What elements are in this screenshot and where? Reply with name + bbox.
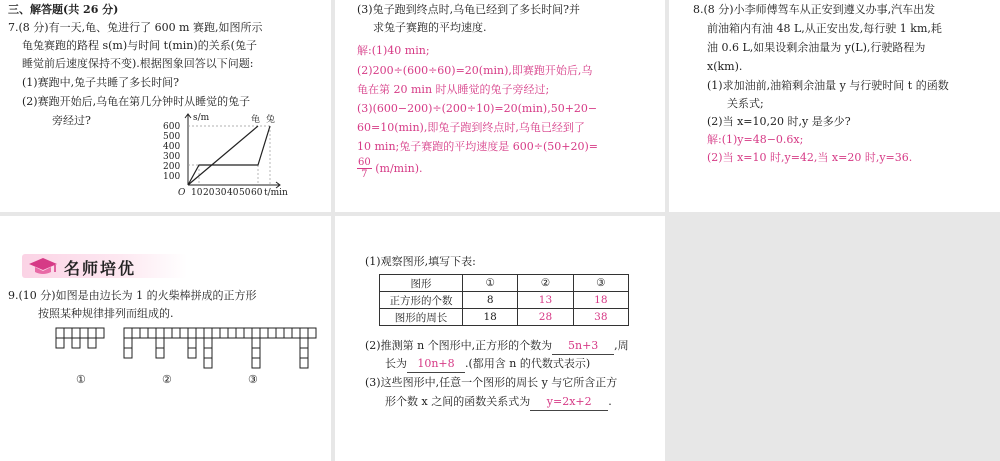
q7-sub2a: (2)赛跑开始后,乌龟在第几分钟时从睡觉的兔子 xyxy=(22,95,251,108)
q8-sub1a: (1)求加油前,油箱剩余油量 y 与行驶时间 t 的函数 xyxy=(707,79,949,92)
panel-q9 xyxy=(0,216,331,461)
q8-line4: x(km). xyxy=(707,60,743,73)
x-axis-label: t/min xyxy=(264,188,288,198)
perimeter-prefix: 长为 xyxy=(385,357,407,370)
q9-sub1: (1)观察图形,填写下表: xyxy=(365,255,476,268)
q7-line1: 7.(8 分)有一天,龟、兔进行了 600 m 赛跑,如图所示 xyxy=(8,21,263,34)
panel-q8 xyxy=(669,0,1000,212)
q8-line1: 8.(8 分)小李师傅驾车从正安到遵义办事,汽车出发 xyxy=(693,3,936,16)
table-cell: 13 xyxy=(518,292,573,309)
answer-3c: 10 min;兔子赛跑的平均速度是 600÷(50+20)= xyxy=(357,140,598,153)
answer-function: y=2x+2 xyxy=(530,394,608,411)
q9-sub2-line2 xyxy=(385,356,590,373)
origin-label: O xyxy=(178,188,186,198)
figure-label-2: ② xyxy=(162,373,172,386)
matchstick-figures xyxy=(50,326,320,386)
turtle-label: 龟 xyxy=(251,115,261,125)
y-tick: 500 xyxy=(163,132,181,142)
answer-square-count: 5n+3 xyxy=(552,338,614,355)
table-cell: 18 xyxy=(463,309,518,326)
q9-sub3-line2 xyxy=(385,394,612,411)
answer-3a: (3)(600−200)÷(200÷10)=20(min),50+20− xyxy=(357,102,598,115)
mortarboard-icon xyxy=(28,256,58,276)
row-label: 正方形的个数 xyxy=(380,292,463,309)
q8-line3: 油 0.6 L,如果设剩余油量为 y(L),行驶路程为 xyxy=(707,41,926,54)
x-tick: 30 xyxy=(215,188,227,198)
q7-line3: 睡觉前后速度保持不变).根据图象回答以下问题: xyxy=(22,57,254,70)
y-axis-label: s/m xyxy=(193,113,210,123)
table-header-row xyxy=(380,275,629,292)
q7-line2: 龟兔赛跑的路程 s(m)与时间 t(min)的关系(兔子 xyxy=(22,39,257,52)
q7-sub2b: 旁经过? xyxy=(52,114,91,127)
q9-sub3a: (3)这些图形中,任意一个图形的周长 y 与它所含正方 xyxy=(365,376,618,389)
rabbit-label: 兔 xyxy=(266,115,276,125)
q9-sub2-suffix: ,周 xyxy=(614,339,629,352)
table-cell: 28 xyxy=(518,309,573,326)
row-label: 图形的周长 xyxy=(380,309,463,326)
section-title: 三、解答题(共 26 分) xyxy=(8,3,119,16)
y-tick: 100 xyxy=(163,172,181,182)
table-cell: 18 xyxy=(573,292,628,309)
q7-sub1: (1)赛跑中,兔子共睡了多长时间? xyxy=(22,76,179,89)
function-prefix: 形个数 x 之间的函数关系式为 xyxy=(385,395,531,408)
table-header: ② xyxy=(518,275,573,292)
table-row xyxy=(380,292,629,309)
table-header: 图形 xyxy=(380,275,463,292)
answer-perimeter: 10n+8 xyxy=(407,356,465,373)
answer-2b: 龟在第 20 min 时从睡觉的兔子旁经过; xyxy=(357,83,550,96)
answer-3d xyxy=(357,157,422,180)
panel-q7-answer xyxy=(335,0,665,212)
figure-label-1: ① xyxy=(76,373,86,386)
fraction-denominator: 7 xyxy=(361,169,368,180)
table-header: ③ xyxy=(573,275,628,292)
q8-line2: 前油箱内有油 48 L,从正安出发,每行驶 1 km,耗 xyxy=(707,22,942,35)
badge-text: 名师培优 xyxy=(64,259,137,278)
empty-area xyxy=(669,216,1000,461)
q9-sub2-prefix: (2)推测第 n 个图形中,正方形的个数为 xyxy=(365,339,553,352)
y-tick: 600 xyxy=(163,122,181,132)
race-graph xyxy=(160,110,320,198)
q8-answer1: 解:(1)y=48−0.6x; xyxy=(707,133,804,146)
rabbit-line xyxy=(188,126,270,185)
q7-sub3b: 求兔子赛跑的平均速度. xyxy=(373,21,487,34)
y-tick: 400 xyxy=(163,142,181,152)
table-header: ① xyxy=(463,275,518,292)
x-tick: 20 xyxy=(203,188,215,198)
fraction-numerator: 60 xyxy=(358,157,371,168)
q7-sub3a: (3)兔子跑到终点时,乌龟已经到了多长时间?并 xyxy=(357,3,580,16)
y-tick: 200 xyxy=(163,162,181,172)
q8-sub2: (2)当 x=10,20 时,y 是多少? xyxy=(707,115,851,128)
q8-sub1b: 关系式; xyxy=(727,97,764,110)
q8-answer2: (2)当 x=10 时,y=42,当 x=20 时,y=36. xyxy=(707,151,913,164)
y-tick: 300 xyxy=(163,152,181,162)
answer-1: 解:(1)40 min; xyxy=(357,44,430,57)
table-row xyxy=(380,309,629,326)
pattern-table xyxy=(379,274,629,326)
answer-2a: (2)200÷(600÷60)=20(min),即赛跑开始后,乌 xyxy=(357,64,593,77)
x-tick: 60 xyxy=(251,188,263,198)
figure-label-3: ③ xyxy=(248,373,258,386)
perimeter-suffix: .(都用含 n 的代数式表示) xyxy=(465,357,591,370)
function-suffix: . xyxy=(608,395,612,408)
panel-q9-continued xyxy=(335,216,665,461)
answer-3b: 60=10(min),即兔子跑到终点时,乌龟已经到了 xyxy=(357,121,585,134)
section-badge xyxy=(22,254,187,278)
x-tick: 40 xyxy=(227,188,239,198)
x-tick: 50 xyxy=(239,188,251,198)
q9-line2: 按照某种规律排列而组成的. xyxy=(38,307,174,320)
q9-line1: 9.(10 分)如图是由边长为 1 的火柴棒拼成的正方形 xyxy=(8,289,257,302)
table-cell: 8 xyxy=(463,292,518,309)
x-tick: 10 xyxy=(191,188,203,198)
q9-sub2-line1 xyxy=(365,338,629,355)
panel-q7 xyxy=(0,0,331,212)
turtle-line xyxy=(188,126,258,185)
table-cell: 38 xyxy=(573,309,628,326)
speed-unit: (m/min). xyxy=(375,162,423,175)
